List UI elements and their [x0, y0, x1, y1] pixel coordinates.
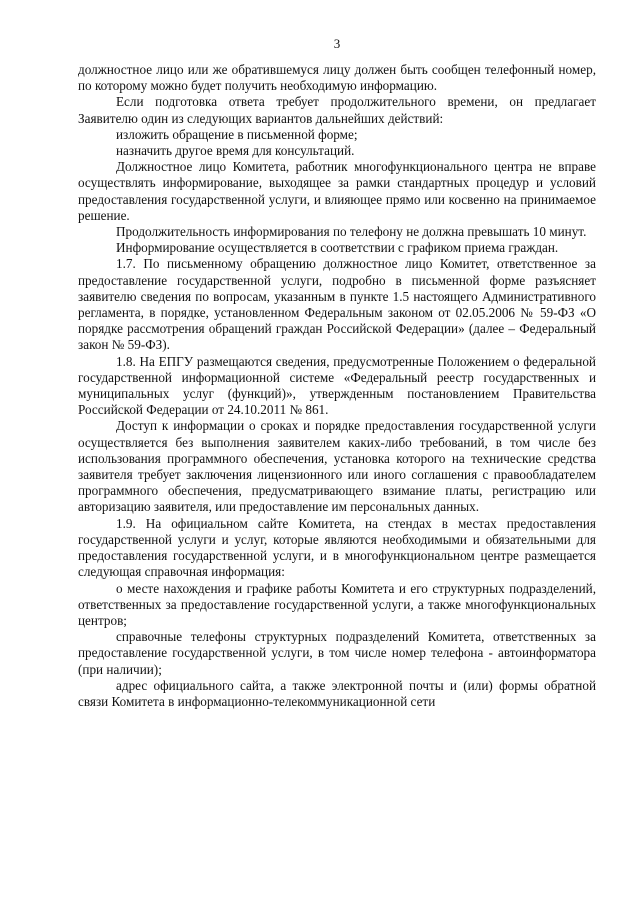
paragraph-website-info: адрес официального сайта, а также электронной почты и (или) формы обратной связи Комитета в информационно-телекоммуникационной сети: [78, 677, 596, 709]
paragraph-phone-duration: Продолжительность информирования по телефону не должна превышать 10 минут.: [116, 224, 587, 240]
paragraph-official-limits: Должностное лицо Комитета, работник многофункционального центра не вправе осуществлять информирование, выходящее за рамки стандартных процедур и условий предоставления государственной услуги, и влияющее прямо или косвенно на принимаемое решение.: [78, 159, 596, 223]
paragraph-option-reschedule: назначить другое время для консультаций.: [116, 143, 355, 159]
paragraph-section-1-8: 1.8. На ЕПГУ размещаются сведения, предусмотренные Положением о федеральной государственной информационной системе «Федеральный реестр государственных и муниципальных услуг (функций)», утвержденным постановлением Правительства Российской Федерации от 24.10.2011 № 861.: [78, 353, 596, 418]
document-page: [78, 36, 596, 710]
paragraph-schedule: Информирование осуществляется в соответствии с графиком приема граждан.: [116, 240, 559, 256]
page-number: 3: [333, 36, 341, 51]
paragraph-access-info: Доступ к информации о сроках и порядке предоставления государственной услуги осуществляется без выполнения заявителем каких-либо требований, в том числе без использования программного обеспечения, установка которого на технические средства заявителя требует заключения лицензионного или иного соглашения с правообладателем программного обеспечения, предусматривающего взимание платы, регистрацию или авторизацию заявителя, или предоставление им персональных данных.: [78, 418, 596, 515]
paragraph-continuation: должностное лицо или же обратившемуся лицу должен быть сообщен телефонный номер, по которому можно будет получить необходимую информацию.: [78, 62, 596, 94]
paragraph-location-info: о месте нахождения и графике работы Комитета и его структурных подразделений, ответственных за предоставление государственной услуги, а также многофункциональных центров;: [78, 580, 596, 628]
paragraph-section-1-7: 1.7. По письменному обращению должностное лицо Комитет, ответственное за предоставление государственной услуги, подробно в письменной форме разъясняет заявителю сведения по вопросам, указанным в пункте 1.5 настоящего Административного регламента, в порядке, установленном Федеральным законом от 02.05.2006 № 59-ФЗ «О порядке рассмотрения обращений граждан Российской Федерации» (далее – Федеральный закон № 59-ФЗ).: [78, 256, 596, 353]
paragraph-section-1-9: 1.9. На официальном сайте Комитета, на стендах в местах предоставления государственной услуги и услуг, которые являются необходимыми и обязательными для предоставления государственной услуги, и в многофункциональном центре размещается следующая справочная информация:: [78, 515, 596, 580]
paragraph-response-time: Если подготовка ответа требует продолжительного времени, он предлагает Заявителю один из следующих вариантов дальнейших действий:: [78, 94, 596, 126]
paragraph-phone-info: справочные телефоны структурных подразделений Комитета, ответственных за предоставление государственной услуги, в том числе номер телефона - автоинформатора (при наличии);: [78, 629, 596, 677]
paragraph-option-written: изложить обращение в письменной форме;: [116, 126, 358, 142]
